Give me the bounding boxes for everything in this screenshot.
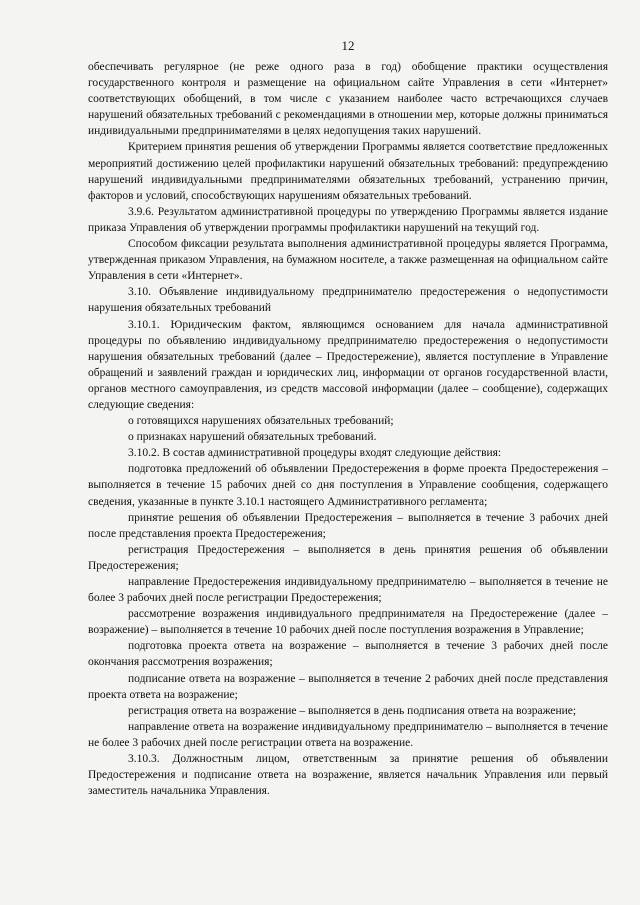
paragraph-p-12: регистрация Предостережения – выполняется в день принятия решения об объявлении Предостережения; [88,543,608,572]
paragraph-p-06: 3.10.1. Юридическим фактом, являющимся основанием для начала административной процедуры по объявлению индивидуальному предпринимателю предостережения о недопустимости нарушения обязательных требований (далее – Предостережение), является поступление в Управление обращений и заявлений граждан и юридических лиц, информации от органов государственной власти, органов местного самоуправления, из средств массовой информации (далее – сообщение), содержащих следующие сведения: [88,318,608,411]
document-body [88,59,608,799]
paragraph-p-17: регистрация ответа на возражение – выполняется в день подписания ответа на возражение; [128,704,577,717]
paragraph-p-15: подготовка проекта ответа на возражение – выполняется в течение 3 рабочих дней после окончания рассмотрения возражения; [88,640,608,669]
paragraph-p-04: Способом фиксации результата выполнения административной процедуры является Программа, утвержденная приказом Управления, на бумажном носителе, а также размещенная на официальном сайте Управления в сети «Интернет». [88,238,608,283]
page-number: 12 [341,38,355,53]
paragraph-p-18: направление ответа на возражение индивидуальному предпринимателю – выполняется в течение не более 3 рабочих дней после регистрации ответа на возражение. [88,720,608,749]
paragraph-p-13: направление Предостережения индивидуальному предпринимателю – выполняется в течение не более 3 рабочих дней после регистрации Предостережения; [88,576,608,605]
paragraph-p-11: принятие решения об объявлении Предостережения – выполняется в течение 3 рабочих дней после представления проекта Предостережения; [88,511,608,540]
paragraph-p-03: 3.9.6. Результатом административной процедуры по утверждению Программы является издание приказа Управления об утверждении программы профилактики нарушений на текущий год. [88,205,608,234]
paragraph-p-08: о признаках нарушений обязательных требований. [128,431,377,444]
paragraph-p-05: 3.10. Объявление индивидуальному предпринимателю предостережения о недопустимости нарушения обязательных требований [88,286,608,315]
paragraph-p-10: подготовка предложений об объявлении Предостережения в форме проекта Предостережения – выполняется в течение 15 рабочих дней со дня поступления в Управление сообщения, содержащего сведения, указанные в пункте 3.10.1 настоящего Административного регламента; [88,463,608,508]
paragraph-p-02: Критерием принятия решения об утверждении Программы является соответствие предложенных мероприятий достижению целей профилактики нарушений обязательных требований: предупреждению нарушений индивидуальными предпринимателями обязательных требований, устранению причин, факторов и условий, способствующих нарушениям обязательных требований. [88,141,608,202]
paragraph-p-14: рассмотрение возражения индивидуального предпринимателя на Предостережение (далее – возражение) – выполняется в течение 10 рабочих дней после поступления возражения в Управление; [88,608,608,637]
paragraph-p-09: 3.10.2. В состав административной процедуры входят следующие действия: [128,447,502,460]
paragraph-p-01: обеспечивать регулярное (не реже одного раза в год) обобщение практики осуществления государственного контроля и размещение на официальном сайте Управления в сети «Интернет» соответствующих обобщений, в том числе с указанием наиболее часто встречающихся случаев нарушений обязательных требований с рекомендациями в отношении мер, которые должны приниматься индивидуальными предпринимателями в целях недопущения таких нарушений. [88,61,608,138]
paragraph-p-16: подписание ответа на возражение – выполняется в течение 2 рабочих дней после представления проекта ответа на возражение; [88,672,608,701]
paragraph-p-07: о готовящихся нарушениях обязательных требований; [128,415,394,428]
paragraph-p-19: 3.10.3. Должностным лицом, ответственным за принятие решения об объявлении Предостережения и подписание ответа на возражение, является начальник Управления или первый заместитель начальника Управления. [88,753,608,798]
